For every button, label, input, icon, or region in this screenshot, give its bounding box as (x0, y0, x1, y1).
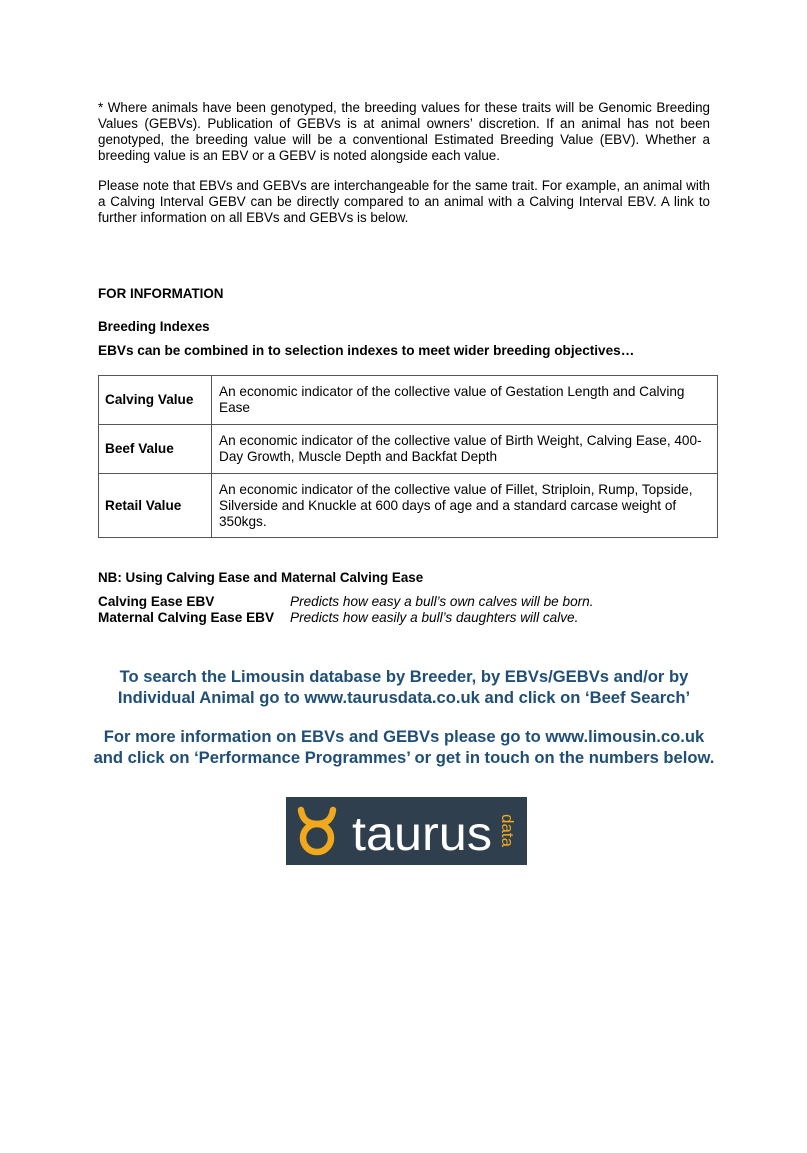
ebv-definition-row (98, 610, 578, 626)
index-name: Retail Value (99, 474, 212, 538)
taurus-logo-graphic (286, 797, 527, 865)
index-description: An economic indicator of the collective value of Gestation Length and Calving Ease (212, 376, 718, 425)
index-description: An economic indicator of the collective value of Birth Weight, Calving Ease, 400-Day Growth, Muscle Depth and Backfat Depth (212, 425, 718, 474)
more-info-line: and click on ‘Performance Programmes’ or get in touch on the numbers below. (93, 748, 715, 767)
for-information-heading: FOR INFORMATION (98, 286, 224, 301)
index-description: An economic indicator of the collective value of Fillet, Striploin, Rump, Topside, Silverside and Knuckle at 600 days of age and a standard carcase weight of 350kgs. (212, 474, 718, 538)
logo-word: taurus (352, 808, 492, 861)
taurus-data-logo (286, 797, 527, 865)
taurus-symbol-icon (301, 810, 333, 852)
search-note-line: To search the Limousin database by Breeder, by EBVs/GEBVs and/or by (119, 667, 689, 686)
search-note-line: Individual Animal go to www.taurusdata.co.uk and click on ‘Beef Search’ (117, 688, 691, 707)
document-page (93, 100, 715, 767)
index-name: Beef Value (99, 425, 212, 474)
more-info-note (90, 726, 718, 768)
search-database-note (90, 666, 718, 708)
more-info-line: For more information on EBVs and GEBVs please go to www.limousin.co.uk (103, 727, 705, 746)
index-name: Calving Value (99, 376, 212, 425)
breeding-indexes-heading: Breeding Indexes (98, 319, 210, 334)
nb-heading: NB: Using Calving Ease and Maternal Calving Ease (98, 570, 424, 585)
ebv-definition: Predicts how easy a bull’s own calves will be born. (290, 594, 594, 609)
ebv-definition-row (98, 594, 594, 610)
breeding-indexes-subtitle: EBVs can be combined in to selection indexes to meet wider breeding objectives… (98, 343, 635, 358)
logo-sub: data (498, 814, 517, 848)
table-row (99, 425, 718, 474)
breeding-index-table (98, 375, 718, 538)
ebv-definition: Predicts how easily a bull’s daughters will calve. (290, 610, 579, 625)
ebv-term: Calving Ease EBV (98, 594, 215, 609)
interchangeable-note-paragraph: Please note that EBVs and GEBVs are interchangeable for the same trait. For example, an animal with a Calving Interval GEBV can be directly compared to an animal with a Calving Interval EBV. A link to further information on all EBVs and GEBVs is below. (98, 178, 710, 225)
genomic-note-paragraph: * Where animals have been genotyped, the breeding values for these traits will be Genomic Breeding Values (GEBVs). Publication of GEBVs is at animal owners’ discretion. If an animal has not been genotyped, the breeding value will be a conventional Estimated Breeding Value (EBV). Whether a breeding value is an EBV or a GEBV is noted alongside each value. (98, 100, 710, 163)
table-row (99, 376, 718, 425)
ebv-term: Maternal Calving Ease EBV (98, 610, 275, 625)
table-row (99, 474, 718, 538)
